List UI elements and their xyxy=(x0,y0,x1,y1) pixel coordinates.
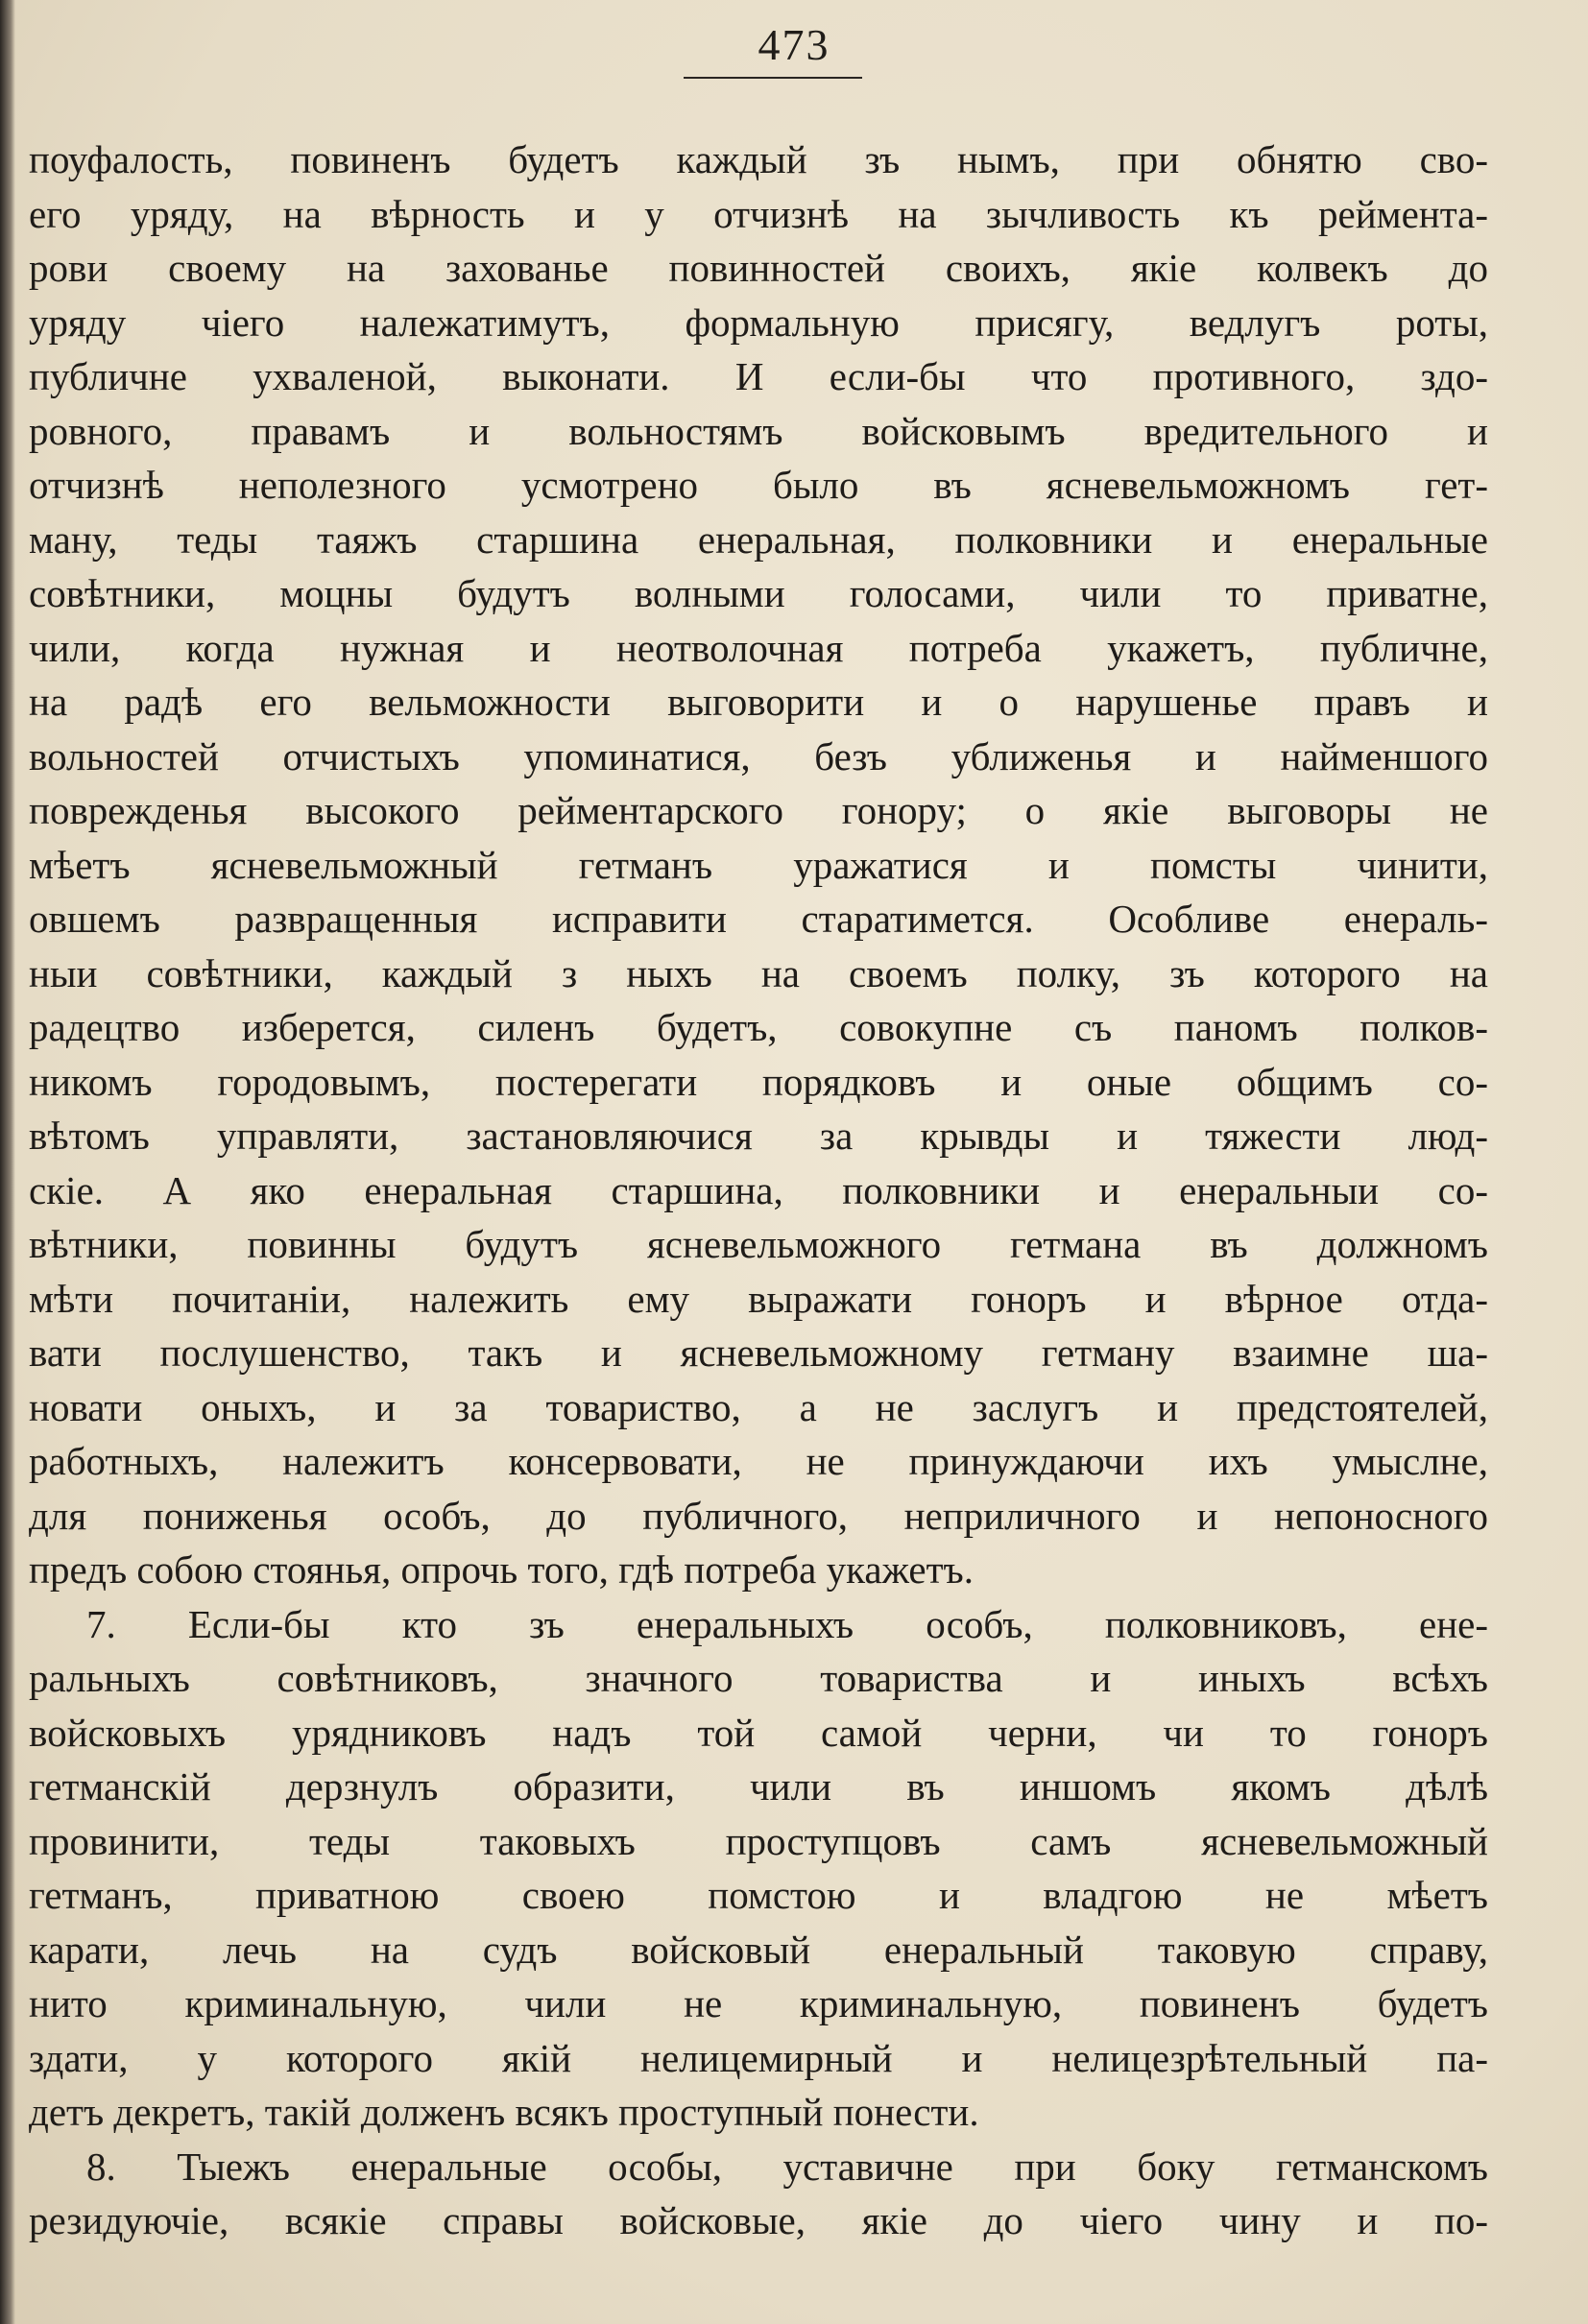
text-line: 7. Если-бы кто зъ енеральныхъ особъ, полковниковъ, ене- xyxy=(86,1601,1488,1646)
text-line: новати оныхъ, и за товариство, а не заслугъ и предстоятелей, xyxy=(29,1384,1488,1429)
text-line: детъ декретъ, такій долженъ всякъ проступный понести. xyxy=(29,2090,979,2134)
text-line: вѣтомъ управляти, застановляючися за крывды и тяжести люд- xyxy=(29,1114,1488,1158)
text-line: ральныхъ совѣтниковъ, значного товариства и иныхъ всѣхъ xyxy=(29,1656,1488,1700)
text-line: мѣетъ ясневельможный гетманъ уражатися и помсты чинити, xyxy=(29,842,1488,887)
text-line: его уряду, на вѣрность и у отчизнѣ на зычливость къ реймента- xyxy=(29,191,1488,236)
text-line: совѣтники, моцны будутъ волными голосами, чили то приватне, xyxy=(29,571,1488,615)
text-line: уряду чіего належатимутъ, формальную присягу, ведлугъ роты, xyxy=(29,299,1488,345)
text-line: войсковыхъ урядниковъ надъ той самой черни, чи то гоноръ xyxy=(29,1710,1488,1755)
text-line: здати, у которого якій нелицемирный и нелицезрѣтельный па- xyxy=(29,2035,1488,2080)
text-line: работныхъ, належитъ консервовати, не принуждаючи ихъ умыслне, xyxy=(29,1439,1488,1483)
text-line: 8. Тыежъ енеральные особы, уставичне при боку гетманскомъ xyxy=(86,2144,1488,2189)
text-line: мѣти почитанiи, належить ему выражати гоноръ и вѣрное отда- xyxy=(29,1276,1488,1321)
text-line: гетманъ, приватною своею помстою и владгою не мѣетъ xyxy=(29,1873,1488,1917)
text-line: гетманскій дерзнулъ образити, чили въ иншомъ якомъ дѣлѣ xyxy=(29,1764,1488,1809)
text-line: вольностей отчистыхъ упоминатися, безъ уближенья и найменшого xyxy=(29,733,1488,779)
body-text xyxy=(29,132,1488,2248)
page-number-rule xyxy=(684,77,862,79)
text-line: радецтво изберется, силенъ будетъ, совокупне съ паномъ полков- xyxy=(29,1005,1488,1049)
text-line: чили, когда нужная и неотволочная потреба укажетъ, публичне, xyxy=(29,625,1488,670)
text-line: никомъ городовымъ, постерегати порядковъ и оные общимъ со- xyxy=(29,1059,1488,1104)
text-line: поуфалость, повиненъ будетъ каждый зъ нымъ, при обнятю сво- xyxy=(29,137,1488,181)
page-number: 473 xyxy=(758,20,830,69)
binding-gutter xyxy=(0,0,15,2324)
text-line: вати послушенство, такъ и ясневельможному гетману взаимне ша- xyxy=(29,1330,1488,1375)
text-line: вѣтники, повинны будутъ ясневельможного гетмана въ должномъ xyxy=(29,1222,1488,1266)
text-line: ныи совѣтники, каждый з ныхъ на своемъ полку, зъ которого на xyxy=(29,950,1488,995)
text-line: на радѣ его вельможности выговорити и о нарушенье правъ и xyxy=(29,680,1488,724)
text-line: публичне ухваленой, выконати. И если-бы что противного, здо- xyxy=(29,354,1488,398)
text-line: для пониженья особъ, до публичного, неприличного и непоносного xyxy=(29,1493,1488,1538)
text-line: провинити, теды таковыхъ проступцовъ самъ ясневельможный xyxy=(29,1818,1488,1863)
text-line: рови своему на захованье повинностей своихъ, якіе колвекъ до xyxy=(29,246,1488,290)
text-line: поврежденья высокого рейментарского гонору; о якіе выговоры не xyxy=(29,788,1488,832)
text-line: скіе. А яко енеральная старшина, полковники и енеральныи со- xyxy=(29,1167,1488,1212)
text-line: нито криминальную, чили не криминальную, повиненъ будетъ xyxy=(29,1981,1488,2025)
text-line: резидуючіе, всякіе справы войсковые, якіе до чіего чину и по- xyxy=(29,2198,1488,2242)
text-line: овшемъ развращенныя исправити старатимется. Особливе енераль- xyxy=(29,897,1488,941)
text-line: карати, лечь на судъ войсковый енеральный таковую справу, xyxy=(29,1927,1488,1972)
text-line: ровного, правамъ и вольностямъ войсковымъ вредительного и xyxy=(29,408,1488,453)
text-line: ману, теды таяжъ старшина енеральная, полковники и енеральные xyxy=(29,516,1488,562)
text-line: отчизнѣ неполезного усмотрено было въ ясневельможномъ гет- xyxy=(29,463,1488,507)
text-line: предъ собою стоянья, опрочь того, гдѣ потреба укажетъ. xyxy=(29,1547,974,1592)
